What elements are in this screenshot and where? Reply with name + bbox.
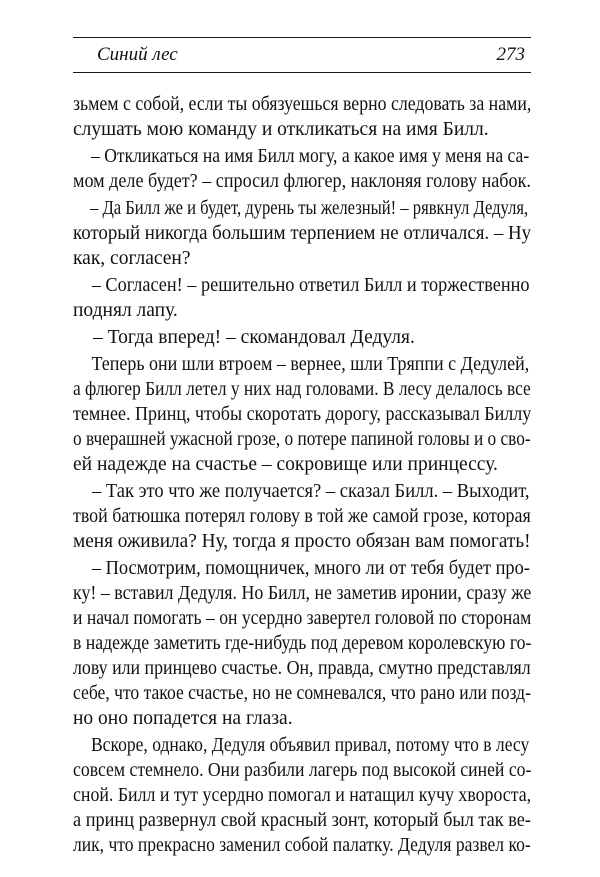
text-line: о вчерашней ужасной грозе, о потере папиной головы и о сво-	[73, 429, 531, 450]
text-line: – Тогда вперед! – скомандовал Дедуля.	[93, 327, 415, 348]
text-line: как, согласен?	[73, 248, 191, 269]
page-number: 273	[496, 44, 525, 65]
text-line: – Да Билл же и будет, дурень ты железный! – рявкнул Дедуля,	[90, 198, 529, 219]
paragraph-6	[73, 352, 531, 477]
text-line: меня оживила? Ну, тогда я просто обязан вам помогать!	[73, 531, 531, 552]
paragraph-5	[73, 325, 531, 350]
text-line: ей надежде на счастье – сокровище или принцессу.	[73, 454, 498, 475]
text-line: твой батюшка потерял голову в той же самой грозе, которая	[73, 506, 531, 527]
text-line: лик, что прекрасно заменил собой палатку. Дедуля развел ко-	[73, 835, 531, 856]
text-line: в надежде заметить где-нибудь под деревом королевскую го-	[73, 633, 532, 654]
running-title: Синий лес	[97, 44, 178, 65]
paragraph-1	[73, 92, 531, 142]
text-line: – Посмотрим, помощничек, много ли от тебя будет про-	[91, 558, 530, 579]
paragraph-9	[73, 733, 531, 858]
text-line: Теперь они шли втроем – вернее, шли Тряппи с Дедулей,	[91, 354, 530, 375]
text-line: а флюгер Билл летел у них над головами. В лесу делалось все	[73, 379, 531, 400]
text-line: который никогда большим терпением не отличался. – Ну	[73, 223, 532, 244]
paragraph-3	[73, 196, 531, 271]
text-line: лову или принцево счастье. Он, правда, смутно представлял	[73, 658, 531, 679]
paragraph-8	[73, 556, 531, 731]
text-line: Вскоре, однако, Дедуля объявил привал, потому что в лесу	[90, 735, 530, 756]
text-line: ку! – вставил Дедуля. Но Билл, не заметив иронии, сразу же	[73, 583, 532, 604]
body-text	[73, 92, 531, 860]
paragraph-7	[73, 479, 531, 554]
text-line: поднял лапу.	[73, 300, 178, 321]
text-line: – Так это что же получается? – сказал Билл. – Выходит,	[92, 481, 530, 502]
text-line: зьмем с собой, если ты обязуешься верно следовать за нами,	[73, 94, 532, 115]
text-line: мом деле будет? – спросил флюгер, наклоняя голову набок.	[73, 171, 531, 192]
text-line: себе, что такое счастье, но не сомневался, что рано или позд-	[73, 683, 531, 704]
text-line: – Согласен! – решительно ответил Билл и торжественно	[91, 275, 530, 296]
text-line: совсем стемнело. Они разбили лагерь под высокой синей со-	[73, 760, 532, 781]
text-line: темнее. Принц, чтобы скоротать дорогу, рассказывал Биллу	[73, 404, 532, 425]
paragraph-4	[73, 273, 531, 323]
text-line: а принц развернул свой красный зонт, который был так ве-	[73, 810, 531, 831]
text-line: и начал помогать – он усердно завертел головой по сторонам	[73, 608, 532, 629]
text-line: слушать мою команду и откликаться на имя Билл.	[73, 119, 489, 140]
paragraph-2	[73, 144, 531, 194]
text-line: но оно попадется на глаза.	[73, 708, 293, 729]
text-line: сной. Билл и тут усердно помогал и натащил кучу хвороста,	[73, 785, 532, 806]
text-line: – Откликаться на имя Билл могу, а какое имя у меня на са-	[91, 146, 530, 167]
running-header	[73, 37, 531, 73]
